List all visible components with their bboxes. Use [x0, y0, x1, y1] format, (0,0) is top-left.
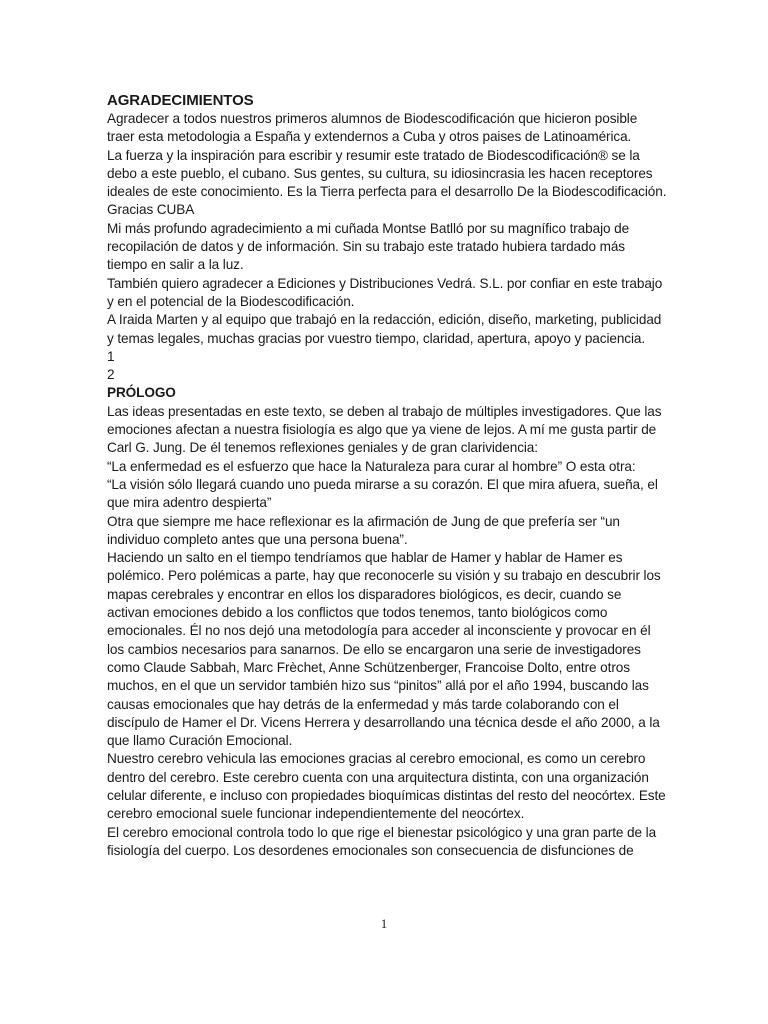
paragraph: Agradecer a todos nuestros primeros alumnos de Biodescodificación que hicieron posible traer esta metodologia a España y extendernos a Cuba y otros paises de Latinoamérica.	[107, 111, 638, 145]
document-body	[107, 92, 667, 860]
paragraph: Las ideas presentadas en este texto, se deben al trabajo de múltiples investigadores. Que las emociones afectan a nuestra fisiología es algo que ya viene de lejos. A mí me gusta partir de Carl G. Jung. De él tenemos reflexiones geniales y de gran clarividencia:	[107, 403, 662, 456]
paragraph: Nuestro cerebro vehicula las emociones gracias al cerebro emocional, es como un cerebro dentro del cerebro. Este cerebro cuenta con una arquitectura distinta, con una organización celular diferente, e incluso con propiedades bioquímicas distintas del resto del neocórtex. Este cerebro emocional suele funcionar independientemente del neocórtex.	[107, 751, 666, 822]
quote: “La enfermedad es el esfuerzo que hace la Naturaleza para curar al hombre” O esta otra:	[107, 458, 636, 474]
paragraph: El cerebro emocional controla todo lo que rige el bienestar psicológico y una gran parte de la fisiología del cuerpo. Los desordenes emocionales son consecuencia de disfunciones de	[107, 824, 657, 858]
paragraph: Haciendo un salto en el tiempo tendríamos que hablar de Hamer y hablar de Hamer es polémico. Pero polémicas a parte, hay que reconocerle su visión y su trabajo en descubrir los mapas cerebrales y encontrar en ellos los disparadores biológicos, es decir, cuando se activan emociones debido a los conflictos que todos tenemos, tanto biológicos como emocionales. Él no nos dejó una metodología para acceder al inconsciente y provocar en él los cambios necesarios para sanarnos. De ello se encargaron una serie de investigadores como Claude Sabbah, Marc Frèchet, Anne Schützenberger, Francoise Dolto, entre otros muchos, en el que un servidor también hizo sus “pinitos” allá por el año 1994, buscando las causas emocionales que hay detrás de la enfermedad y más tarde colaborando con el discípulo de Hamer el Dr. Vicens Herrera y desarrollando una técnica desde el año 2000, a la que llamo Curación Emocional.	[107, 550, 661, 749]
stray-number: 1	[107, 348, 115, 364]
heading-agradecimientos: AGRADECIMIENTOS	[107, 92, 254, 109]
paragraph: Mi más profundo agradecimiento a mi cuñada Montse Batlló por su magnífico trabajo de recopilación de datos y de información. Sin su trabajo este tratado hubiera tardado más tiempo en salir a la luz.	[107, 220, 630, 273]
paragraph: Otra que siempre me hace reflexionar es la afirmación de Jung de que prefería ser “un individuo completo antes que una persona buena”.	[107, 513, 620, 547]
paragraph: La fuerza y la inspiración para escribir y resumir este tratado de Biodescodificación® se la debo a este pueblo, el cubano. Sus gentes, su cultura, su idiosincrasia les hacen receptores ideales de este conocimiento. Es la Tierra perfecta para el desarrollo De la Biodescodificación. Gracias CUBA	[107, 147, 667, 218]
page-number: 1	[380, 916, 388, 931]
stray-number: 2	[107, 367, 115, 383]
quote: “La visión sólo llegará cuando uno pueda mirarse a su corazón. El que mira afuera, sueña, el que mira adentro despierta”	[107, 476, 658, 511]
heading-prologo: PRÓLOGO	[107, 385, 176, 401]
paragraph: A Iraida Marten y al equipo que trabajó en la redacción, edición, diseño, marketing, publicidad y temas legales, muchas gracias por vuestro tiempo, claridad, apertura, apoyo y paciencia.	[107, 312, 662, 346]
paragraph: También quiero agradecer a Ediciones y Distribuciones Vedrá. S.L. por confiar en este trabajo y en el potencial de la Biodescodificación.	[107, 275, 663, 309]
